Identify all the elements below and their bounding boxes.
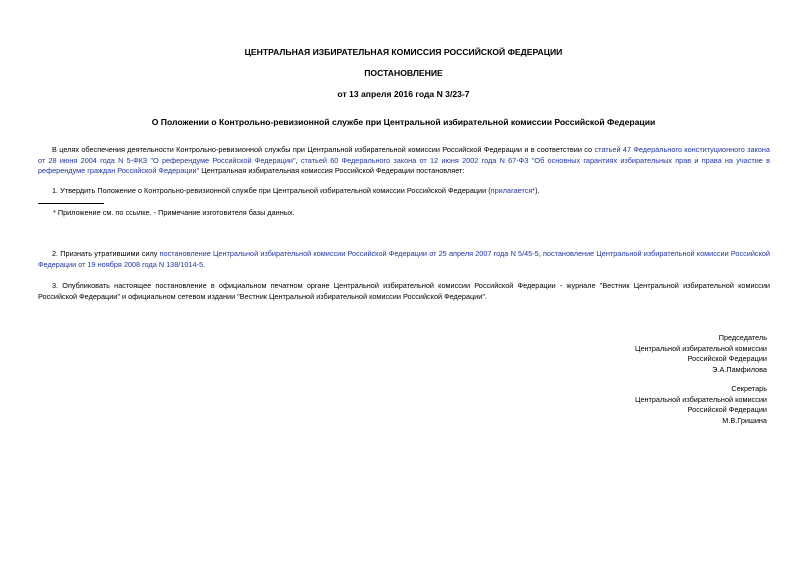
signature-role: Секретарь: [731, 384, 767, 393]
preamble-text-3: Центральная избирательная комиссия Российской Федерации постановляет:: [199, 166, 465, 176]
organization-heading: ЦЕНТРАЛЬНАЯ ИЗБИРАТЕЛЬНАЯ КОМИССИЯ РОССИЙСКОЙ ФЕДЕРАЦИИ: [244, 47, 563, 57]
signature-org-line-2: Российской Федерации: [687, 405, 767, 415]
item-2-paragraph: [38, 249, 770, 270]
document-date-number: от 13 апреля 2016 года N 3/23-7: [337, 89, 470, 99]
preamble-text-2: ,: [295, 155, 301, 165]
item-1-text-2: ).: [535, 186, 540, 195]
signature-org-line-1: Центральной избирательной комиссии: [635, 343, 767, 353]
item-1-text-1: 1. Утвердить Положение о Контрольно-ревизионной службе при Центральной избирательной комиссии Российской Федерации (: [52, 186, 491, 195]
item-2-text-3: .: [203, 259, 206, 269]
signature-name: М.В.Гришина: [722, 416, 767, 426]
link-resolution-2007[interactable]: постановление Центральной избирательной комиссии Российской Федерации от 25 апреля 2007 года N 5/45-5: [159, 249, 539, 258]
signature-name: Э.А.Памфилова: [712, 365, 767, 375]
item-1-paragraph: [38, 186, 770, 197]
preamble-text-1: В целях обеспечения деятельности Контрольно-ревизионной службы при Центральной избирательной комиссии Российской Федерации и в соответствии со: [52, 145, 595, 154]
item-3-paragraph: 3. Опубликовать настоящее постановление в официальном печатном органе Центральной избирательной комиссии Российской Федерации - журнале "Вестник Центральной избирательной комиссии Российской Федерации" и официальном сетевом издании "Вестник Центральной избирательной комиссии Российской Федерации".: [38, 281, 770, 301]
signature-role: Председатель: [718, 333, 767, 342]
footnote-divider: [38, 203, 104, 204]
signature-chairman: [635, 333, 767, 376]
item-2-text-2: ,: [538, 249, 543, 258]
link-fz-article-60[interactable]: статьей 60 Федерального закона от 12 июня 2002 года N 67-ФЗ "Об основных гарантиях избирательных прав и права на участие в референдуме граждан Российской Федерации": [38, 155, 770, 176]
signature-org-line-1: Центральной избирательной комиссии: [635, 394, 767, 404]
link-appendix[interactable]: прилагается*: [490, 186, 536, 195]
signature-org-line-2: Российской Федерации: [687, 354, 767, 364]
preamble-paragraph: [38, 145, 770, 177]
document-type-heading: ПОСТАНОВЛЕНИЕ: [364, 68, 443, 78]
signature-secretary: [635, 384, 767, 427]
link-fkz-article-47[interactable]: статьей 47 Федерального конституционного закона от 28 июня 2004 года N 5-ФКЗ "О референдуме Российской Федерации": [38, 145, 770, 165]
item-2-text-1: 2. Признать утратившими силу: [52, 249, 160, 258]
link-resolution-2008[interactable]: постановление Центральной избирательной комиссии Российской Федерации от 19 ноября 2008 года N 138/1014-5: [38, 249, 770, 269]
document-title: О Положении о Контрольно-ревизионной службе при Центральной избирательной комиссии Российской Федерации: [151, 117, 656, 127]
footnote: * Приложение см. по ссылке. - Примечание изготовителя базы данных.: [53, 208, 295, 217]
